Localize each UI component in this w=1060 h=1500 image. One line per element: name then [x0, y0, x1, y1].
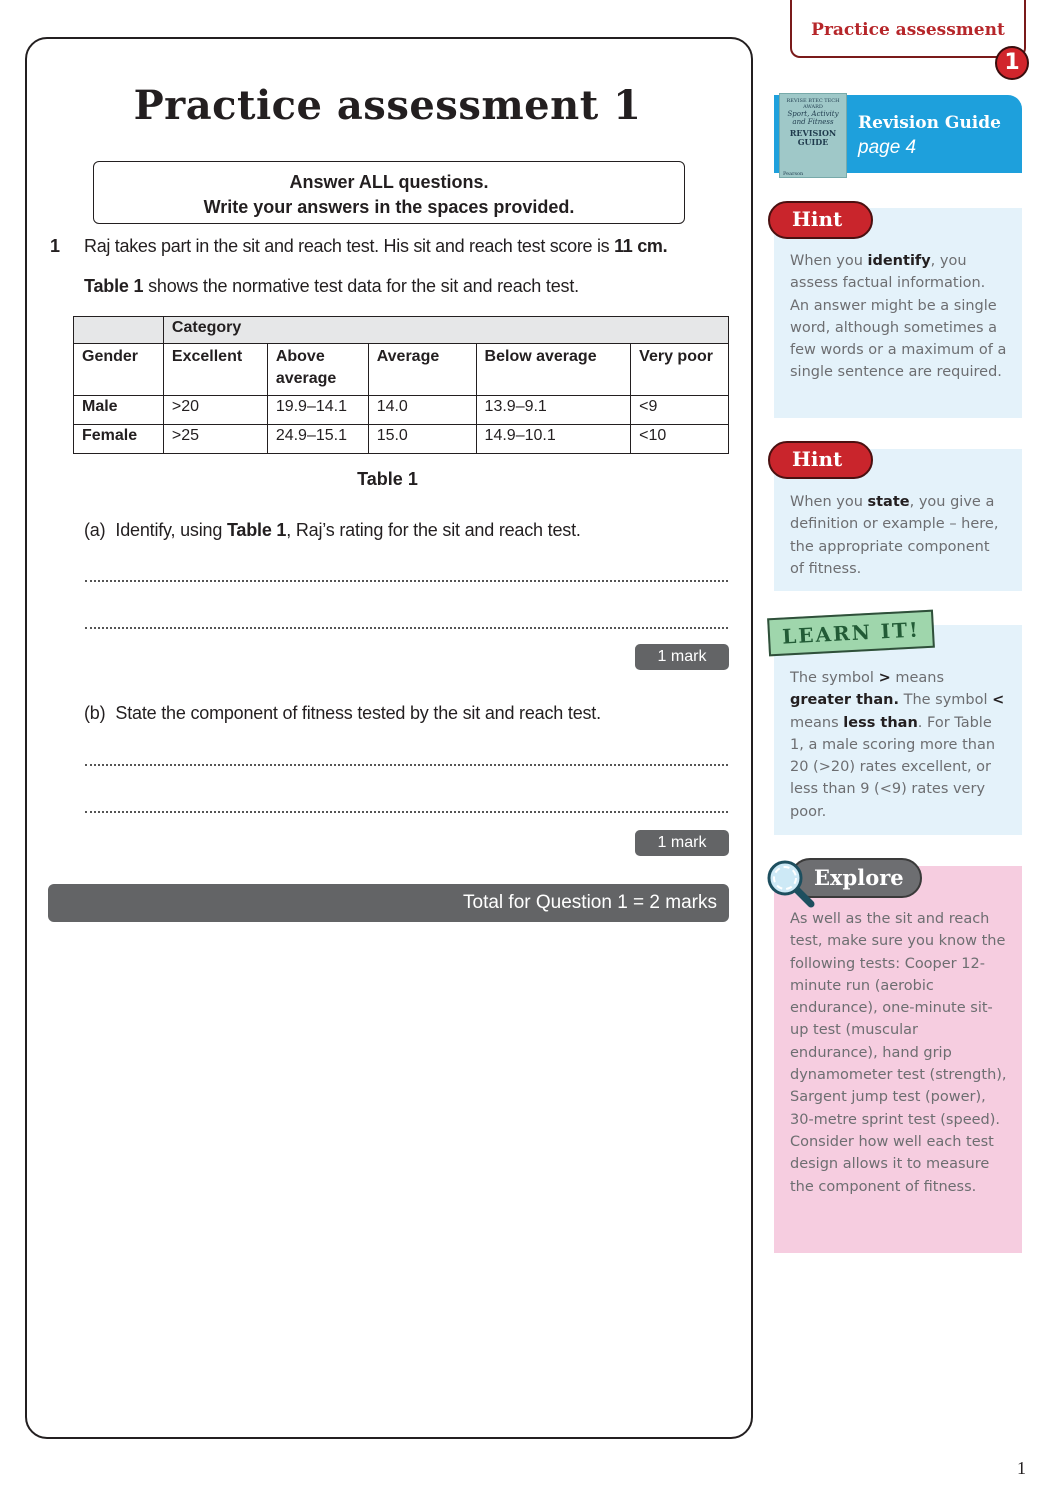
- table-cell: >25: [163, 425, 267, 454]
- stem-text: Raj takes part in the sit and reach test. His sit and reach test score is: [84, 236, 615, 256]
- answer-line-b1[interactable]: [85, 764, 728, 766]
- magnifying-glass-icon: [765, 858, 817, 910]
- section-number-badge: 1: [995, 46, 1029, 80]
- hint2-keyword: state: [867, 494, 910, 510]
- table-cell: >20: [163, 396, 267, 425]
- normative-data-table: [73, 316, 729, 454]
- learn-symbol-lt: <: [992, 692, 1005, 709]
- learn-term-greater: greater than.: [790, 692, 899, 709]
- column-header: Very poor: [631, 344, 729, 396]
- table-cell: 13.9–9.1: [476, 396, 631, 425]
- table-row: [74, 396, 729, 425]
- table-category-row: [74, 317, 729, 344]
- cover-subject: Sport, Activity and Fitness: [787, 110, 839, 126]
- part-a-prompt: [84, 520, 581, 541]
- table-cell: 14.0: [368, 396, 476, 425]
- section-tab-label: Practice assessment: [811, 20, 1005, 40]
- part-a-table-ref: Table 1: [226, 520, 287, 540]
- cover-title: REVISION GUIDE: [789, 128, 837, 147]
- hint1-keyword: identify: [867, 253, 931, 269]
- explore-badge: Explore: [790, 858, 922, 898]
- answer-line-a2[interactable]: [85, 627, 728, 629]
- column-header: Above average: [267, 344, 368, 396]
- cover-publisher: Pearson: [783, 171, 804, 177]
- hint2-text-end: , you give a definition or example – here, the appropriate component of fitness.: [790, 494, 999, 577]
- row-header: Female: [74, 425, 164, 454]
- stem-period: .: [662, 236, 668, 256]
- mark-badge-a: 1 mark: [635, 644, 729, 670]
- part-b-prompt: [84, 703, 601, 724]
- part-b-text: State the component of fitness tested by the sit and reach test.: [115, 703, 601, 723]
- learn-it-box: [774, 625, 1022, 835]
- stem-score: 11 cm: [614, 236, 663, 256]
- table-caption: Table 1: [357, 469, 418, 489]
- section-tab: [790, 0, 1026, 58]
- hint-box-identify: [774, 208, 1022, 418]
- hint1-text-end: , you assess factual information. An answer might be a single word, although sometimes a few words or a maximum of a single sentence are required.: [790, 253, 1007, 381]
- learn-text: The symbol: [790, 670, 879, 686]
- table-cell: 15.0: [368, 425, 476, 454]
- part-a-text-end: , Raj’s rating for the sit and reach test.: [286, 520, 581, 540]
- hint-badge: Hint: [768, 441, 873, 479]
- hint2-text: When you: [790, 494, 868, 510]
- revision-guide-cover-image: [779, 93, 847, 178]
- learn-symbol-gt: >: [878, 670, 891, 686]
- table-header-row: [74, 344, 729, 396]
- instructions-line-2: Write your answers in the spaces provided.: [203, 197, 575, 217]
- table-ref: Table 1: [84, 276, 144, 296]
- answer-line-b2[interactable]: [85, 811, 728, 813]
- learn-text: The symbol: [898, 692, 993, 709]
- learn-it-badge: LEARN IT!: [767, 610, 935, 657]
- instructions-box: [93, 161, 685, 224]
- column-header: Average: [368, 344, 476, 396]
- table-cell: 24.9–15.1: [267, 425, 368, 454]
- table-cell: 14.9–10.1: [476, 425, 631, 454]
- table-cell: <9: [631, 396, 729, 425]
- learn-text: . For Table 1, a male scoring more than 20 (>20) rates excellent, or less than 9 (<9) rates very poor.: [790, 714, 996, 820]
- explore-box: [774, 866, 1022, 1253]
- answer-line-a1[interactable]: [85, 580, 728, 582]
- part-a-text: Identify, using: [115, 520, 227, 540]
- column-header: Gender: [74, 344, 164, 396]
- cover-series: REVISE BTEC TECH AWARD: [786, 98, 840, 110]
- mark-badge-b: 1 mark: [635, 830, 729, 856]
- table-intro-text: shows the normative test data for the sit and reach test.: [143, 276, 579, 296]
- table-row: [74, 425, 729, 454]
- question-number: 1: [50, 236, 61, 256]
- category-header: Category: [163, 317, 728, 344]
- explore-text: As well as the sit and reach test, make sure you know the following tests: Cooper 12-minute run (aerobic endurance), one-minute sit-up test (muscular endurance), hand grip dynamometer test (strength), Sargent jump test (power), 30-metre sprint test (speed). Consider how well each test design allows it to measure the component of fitness.: [790, 911, 1007, 1195]
- table-cell: 19.9–14.1: [267, 396, 368, 425]
- table-intro: [84, 276, 579, 297]
- learn-text: means: [790, 714, 844, 731]
- page-number: 1: [1017, 1458, 1026, 1478]
- revision-guide-page: page 4: [858, 137, 917, 158]
- learn-term-less: less than: [843, 714, 918, 731]
- question-total-bar: Total for Question 1 = 2 marks: [48, 884, 729, 922]
- learn-text: means: [890, 670, 945, 686]
- instructions-line-1: Answer ALL questions.: [289, 172, 489, 192]
- page-title: Practice assessment 1: [133, 82, 642, 129]
- column-header: Below average: [476, 344, 631, 396]
- part-b-label: (b): [84, 703, 106, 723]
- table-corner-cell: [74, 317, 164, 344]
- column-header: Excellent: [163, 344, 267, 396]
- revision-guide-title: Revision Guide: [858, 113, 1001, 133]
- hint1-text: When you: [790, 253, 868, 269]
- row-header: Male: [74, 396, 164, 425]
- table-cell: <10: [631, 425, 729, 454]
- hint-badge: Hint: [768, 201, 873, 239]
- part-a-label: (a): [84, 520, 106, 540]
- question-stem: [84, 236, 667, 257]
